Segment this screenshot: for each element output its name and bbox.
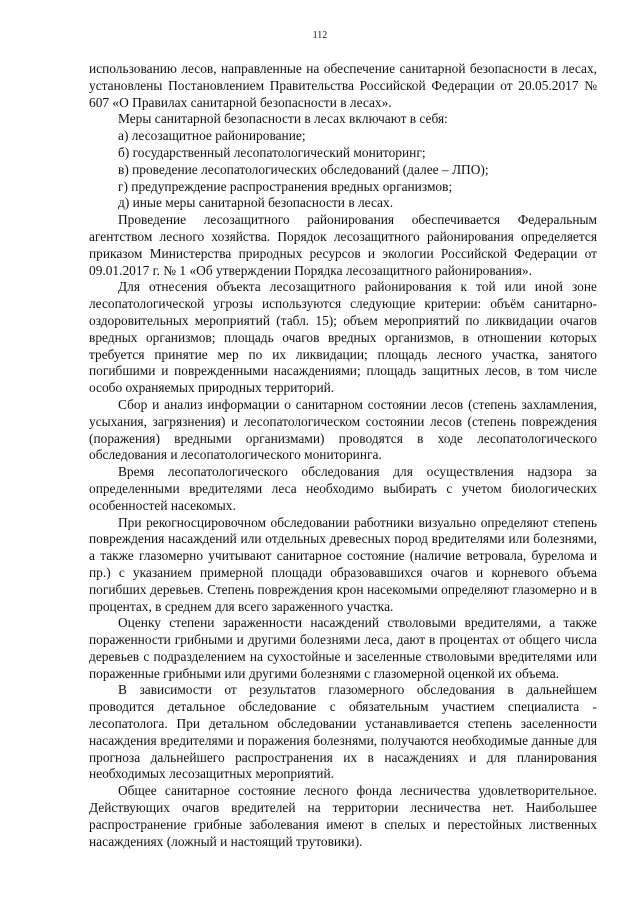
document-body	[89, 61, 597, 850]
list-item: б) государственный лесопатологический мониторинг;	[118, 144, 426, 160]
paragraph-measures-intro: Меры санитарной безопасности в лесах включают в себя:	[118, 111, 448, 127]
measures-list	[89, 128, 597, 212]
paragraph-data-collection: Сбор и анализ информации о санитарном состоянии лесов (степень захламления, усыхания, загрязнения) и лесопатологическом состоянии лесов (степень повреждения (поражения) вредными организмами) проводятся в ходе лесопатологического обследования и лесопатологического мониторинга.	[89, 396, 597, 463]
list-item: а) лесозащитное районирование;	[118, 128, 306, 144]
paragraph-continuation: использованию лесов, направленные на обеспечение санитарной безопасности в лесах, установлены Постановлением Правительства Российской Федерации от 20.05.2017 № 607 «О Правилах санитарной безопасности в лесах».	[89, 61, 597, 110]
paragraph-general-condition: Общее санитарное состояние лесного фонда лесничества удовлетворительное. Действующих очагов вредителей на территории лесничества нет. Наибольшее распространение грибные заболевания имеют в спелых и перестойных лиственных насаждениях (ложный и настоящий трутовики).	[89, 783, 597, 849]
paragraph-assessment: Оценку степени зараженности насаждений стволовыми вредителями, а также пораженности грибными и другими болезнями леса, дают в процентах от общего числа деревьев с подразделением на сухостойные и заселенные стволовыми вредителями или пораженные грибными или другими болезнями с глазомерной оценкой их объема.	[89, 615, 597, 681]
paragraph-criteria: Для отнесения объекта лесозащитного районирования к той или иной зоне лесопатологической угрозы используются следующие критерии: объём санитарно-оздоровительных мероприятий (табл. 15); объем мероприятий по ликвидации очагов вредных организмов; площадь очагов вредных организмов, в отношении которых требуется принятие мер по их ликвидации; площадь лесного участка, занятого погибшими и поврежденными насаждениями; площадь защитных лесов, в том числе особо охраняемых природных территорий.	[89, 279, 597, 396]
paragraph-detailed-survey: В зависимости от результатов глазомерного обследования в дальнейшем проводится детальное обследование с обязательным участием специалиста - лесопатолога. При детальном обследовании устанавливается степень заселенности насаждения вредителями и поражения болезнями, получаются необходимые данные для прогноза дальнейшего распространения их в насаждениях и для планирования необходимых лесозащитных мероприятий.	[89, 682, 597, 782]
list-item: д) иные меры санитарной безопасности в лесах.	[118, 195, 394, 211]
list-item: г) предупреждение распространения вредных организмов;	[118, 178, 453, 194]
paragraph-zoning: Проведение лесозащитного районирования обеспечивается Федеральным агентством лесного хозяйства. Порядок лесозащитного районирования определяется приказом Министерства природных ресурсов и экологии Российской Федерации от 09.01.2017 г. № 1 «Об утверждении Порядка лесозащитного районирования».	[89, 212, 597, 278]
page-number: 112	[312, 30, 328, 41]
list-item: в) проведение лесопатологических обследований (далее – ЛПО);	[118, 161, 489, 177]
paragraph-reconnaissance: При рекогносцировочном обследовании работники визуально определяют степень повреждения насаждений или отдельных древесных пород вредителями или болезнями, а также глазомерно учитывают санитарное состояние (наличие ветровала, бурелома и пр.) с указанием примерной площади образовавшихся очагов и корневого объема погибших деревьев. Степень повреждения крон насекомыми определяют глазомерно и в процентах, в среднем для всего зараженного участка.	[89, 514, 597, 614]
paragraph-survey-timing: Время лесопатологического обследования для осуществления надзора за определенными вредителями леса необходимо выбирать с учетом биологических особенностей насекомых.	[89, 464, 597, 513]
